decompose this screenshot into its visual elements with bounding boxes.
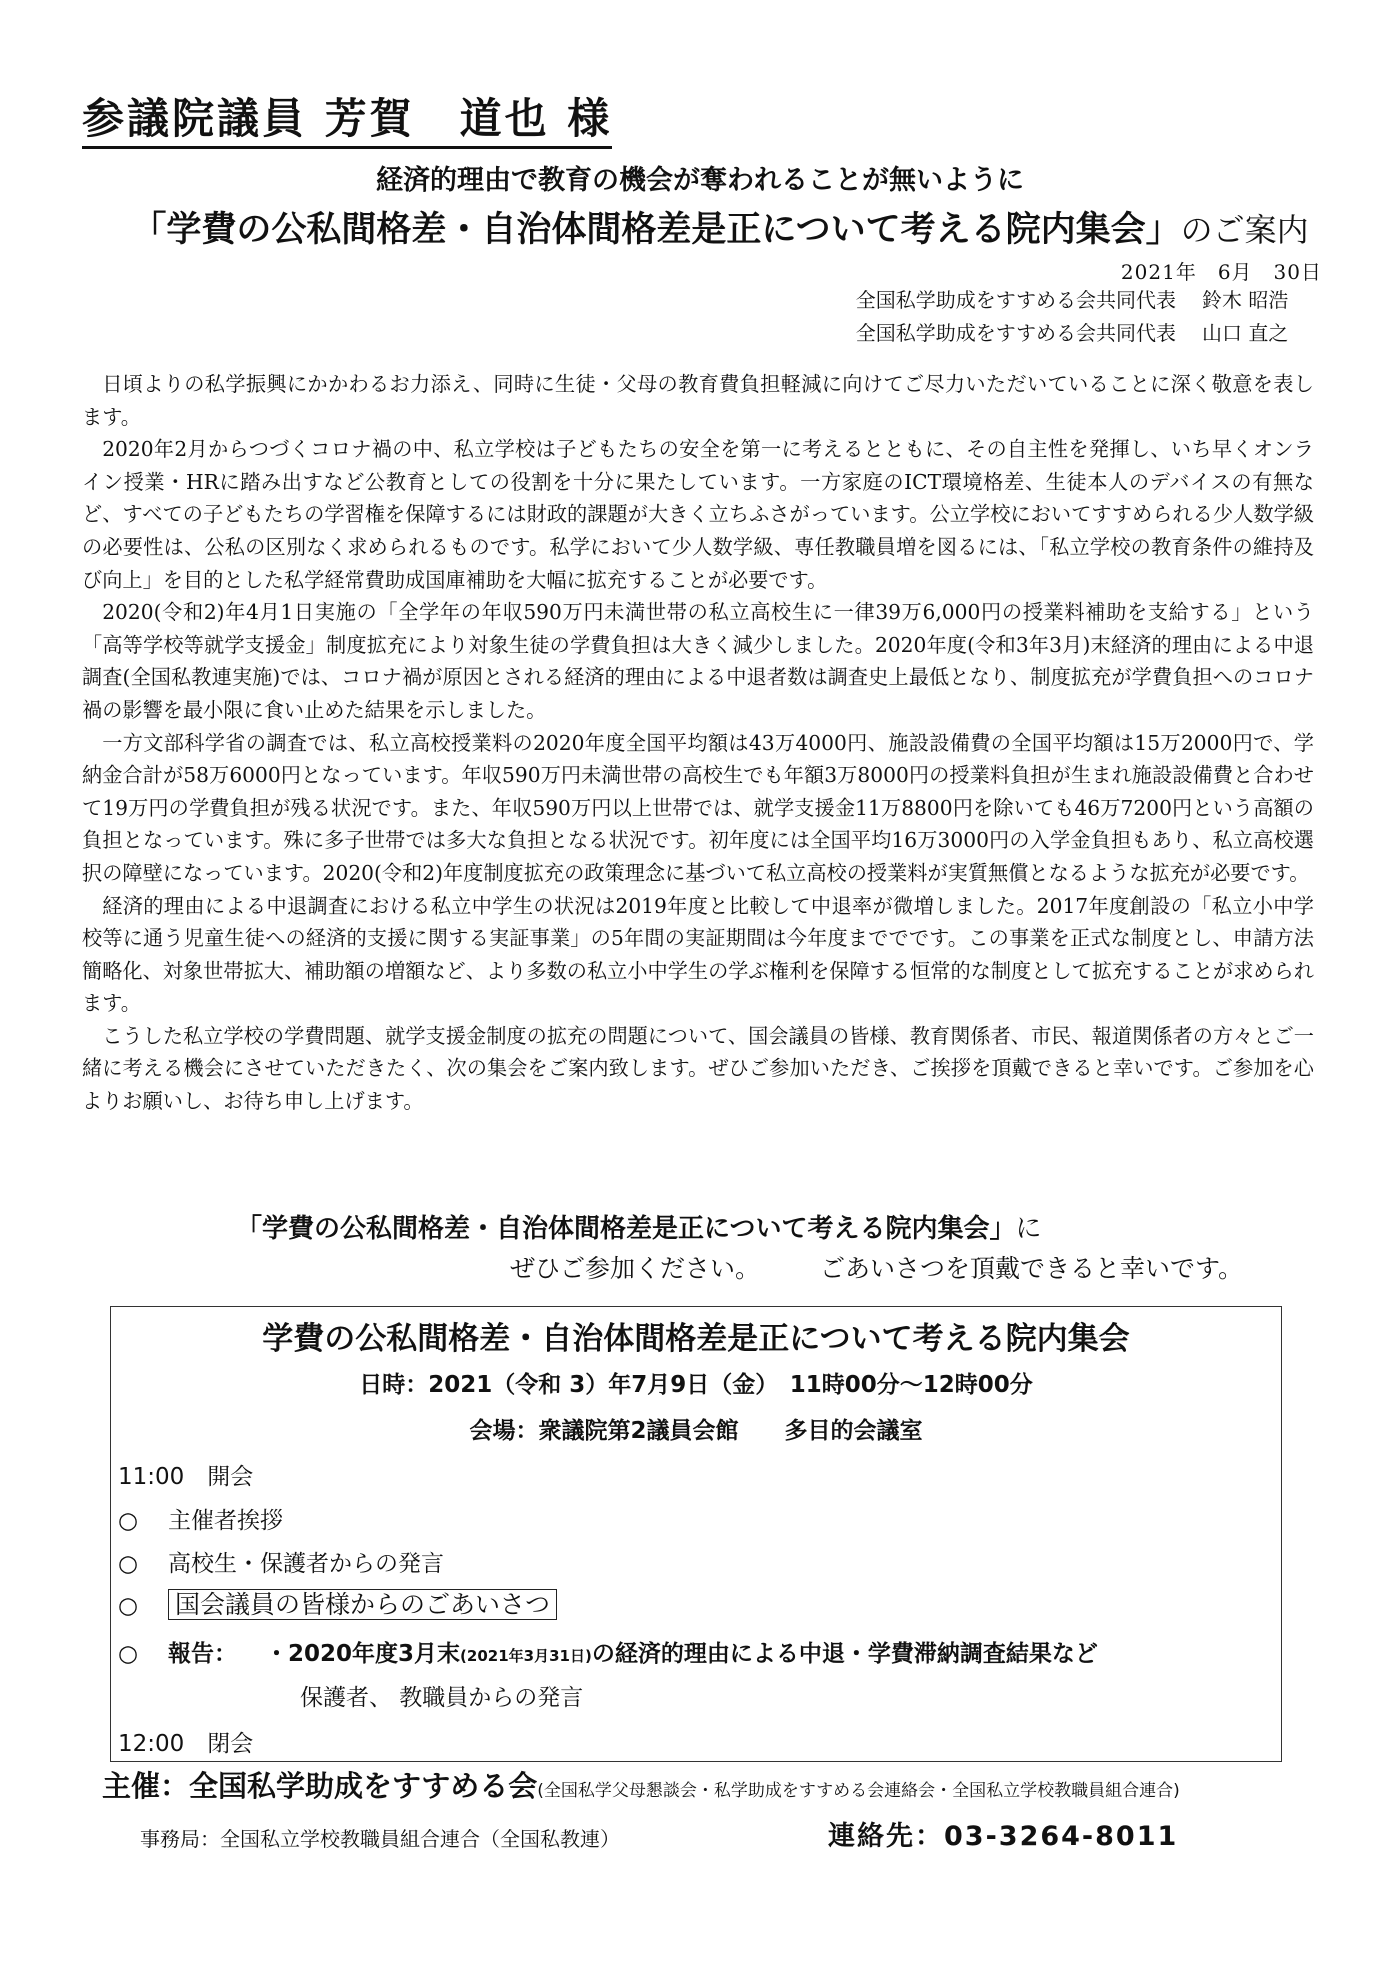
invitation-please-join: ぜひご参加ください。 bbox=[510, 1254, 761, 1283]
circle-bullet-icon: ○ bbox=[118, 1551, 139, 1577]
circle-bullet-icon: ○ bbox=[118, 1508, 139, 1534]
program-item-label: 国会議員の皆様からのごあいさつ bbox=[168, 1589, 557, 1620]
sender-name: 山口 直之 bbox=[1202, 321, 1289, 345]
organizer-label: 主催：全国私学助成をすすめる会 bbox=[102, 1769, 538, 1803]
sender-org: 全国私学助成をすすめる会共同代表 bbox=[855, 321, 1176, 345]
sender-org: 全国私学助成をすすめる会共同代表 bbox=[855, 288, 1176, 312]
body-paragraph: 経済的理由による中退調査における私立中学生の状況は2019年度と比較して中退率が微増しました。2017年度創設の「私立小中学校等に通う児童生徒への経済的支援に関する実証事業」の5年間の実証期間は今年度まででです。この事業を正式な制度とし、申請方法簡略化、対象世帯拡大、補助額の増額など、より多数の私立小中学生の学ぶ権利を保障する恒常的な制度として拡充することが求められます。 bbox=[82, 893, 1314, 1016]
subtitle: 経済的理由で教育の機会が奪われることが無いように bbox=[376, 165, 1024, 196]
body-paragraph: 一方文部科学省の調査では、私立高校授業料の2020年度全国平均額は43万4000円、施設設備費の全国平均額は15万2000円で、学納金合計が58万6000円となっています。年収590万円未満世帯の高校生でも年額3万8000円の授業料負担が生まれ施設設備費と合わせて19万円の学費負担が残る状況です。また、年収590万円以上世帯では、就学支援金11万8800円を除いても46万7200円という高額の負担となっています。殊に多子世帯では多大な負担となる状況です。初年度には全国平均16万3000円の入学金負担もあり、私立高校選択の障壁になっています。2020(令和2)年度制度拡充の政策理念に基づいて私立高校の授業料が実質無償となるような拡充が必要です。 bbox=[82, 730, 1314, 885]
event-venue: 会場：衆議院第2議員会館 多目的会議室 bbox=[469, 1418, 923, 1444]
sender-name: 鈴木 昭浩 bbox=[1202, 288, 1289, 312]
program-item bbox=[118, 1588, 557, 1623]
report-text-b: の経済的理由による中退・学費滞納調査結果など bbox=[591, 1641, 1098, 1667]
organizer bbox=[102, 1765, 1180, 1812]
title-main: 「学費の公私間格差・自治体間格差是正について考える院内集会」 bbox=[131, 210, 1181, 250]
body-paragraph: 日頃よりの私学振興にかかわるお力添え、同時に生徒・父母の教育費負担軽減に向けてご尽力いただいていることに深く敬意を表します。 bbox=[82, 372, 1314, 429]
contact-phone: 連絡先：03-3264-8011 bbox=[828, 1821, 1179, 1852]
organizer-members: (全国私学父母懇談会・私学助成をすすめる会連絡会・全国私立学校教職員組合連合) bbox=[537, 1781, 1180, 1801]
body-paragraph: こうした私立学校の学費問題、就学支援金制度の拡充の問題について、国会議員の皆様、教育関係者、市民、報道関係者の方々とご一緒に考える機会にさせていただきたく、次の集会をご案内致します。ぜひご参加いただき、ご挨拶を頂戴できると幸いです。ご参加を心よりお願いし、お待ち申し上げます。 bbox=[82, 1023, 1314, 1114]
program-opening: 11:00 開会 bbox=[118, 1464, 254, 1490]
sender-2 bbox=[856, 319, 1322, 347]
body-paragraph: 2020(令和2)年4月1日実施の「全学年の年収590万円未満世帯の私立高校生に一律39万6,000円の授業料補助を支給する」という「高等学校等就学支援金」制度拡充により対象生徒の学費負担は大きく減少しました。2020年度(令和3年3月)末経済的理由による中退調査(全国私教連実施)では、コロナ禍が原因とされる経済的理由による中退者数は調査史上最低となり、制度拡充が学費負担へのコロナ禍の影響を最小限に食い止めた結果を示しました。 bbox=[82, 600, 1314, 722]
program-closing: 12:00 閉会 bbox=[118, 1731, 254, 1757]
report-label: 報告： bbox=[168, 1641, 237, 1667]
invitation-line-2 bbox=[510, 1251, 1243, 1287]
circle-bullet-icon: ○ bbox=[118, 1593, 139, 1619]
program-item-label: 高校生・保護者からの発言 bbox=[168, 1551, 444, 1577]
program-item bbox=[118, 1504, 283, 1538]
invitation-greeting-request: ごあいさつを頂戴できると幸いです。 bbox=[820, 1254, 1244, 1283]
report-text-a: ・2020年度3月末 bbox=[265, 1641, 461, 1667]
invitation-event-name: 「学費の公私間格差・自治体間格差是正について考える院内集会」 bbox=[236, 1214, 1016, 1244]
event-title: 学費の公私間格差・自治体間格差是正について考える院内集会 bbox=[262, 1321, 1130, 1357]
sender-1 bbox=[856, 286, 1322, 314]
secretariat: 事務局：全国私立学校教職員組合連合（全国私教連） bbox=[140, 1827, 620, 1851]
invitation-particle: に bbox=[1015, 1214, 1042, 1244]
invitation-line-1 bbox=[236, 1209, 1042, 1252]
report-date: (2021年3月31日) bbox=[460, 1647, 592, 1665]
event-datetime: 日時：2021（令和 3）年7月9日（金） 11時00分～12時00分 bbox=[359, 1372, 1033, 1398]
addressee: 参議院議員 芳賀 道也 様 bbox=[82, 94, 612, 149]
program-item-report bbox=[118, 1637, 1098, 1673]
title-suffix: のご案内 bbox=[1180, 211, 1309, 249]
program-item bbox=[118, 1547, 444, 1581]
issue-date: 2021年 6月 30日 bbox=[1120, 260, 1322, 284]
letter-body bbox=[82, 368, 1314, 1118]
circle-bullet-icon: ○ bbox=[118, 1641, 139, 1667]
program-item-label: 主催者挨拶 bbox=[168, 1508, 283, 1534]
body-paragraph: 2020年2月からつづくコロナ禍の中、私立学校は子どもたちの安全を第一に考えるとともに、その自主性を発揮し、いち早くオンライン授業・HRに踏み出すなど公教育としての役割を十分に果たしています。一方家庭のICT環境格差、生徒本人のデバイスの有無など、すべての子どもたちの学習権を保障するには財政的課題が大きく立ちふさがっています。公立学校においてすすめられる少人数学級の必要性は、公私の区別なく求められるものです。私学において少人数学級、専任教職員増を図るには、「私立学校の教育条件の維持及び向上」を目的とした私学経常費助成国庫補助を大幅に拡充することが必要です。 bbox=[82, 437, 1314, 592]
report-line-2: 保護者、 教職員からの発言 bbox=[300, 1685, 584, 1711]
page-title bbox=[100, 206, 1340, 260]
